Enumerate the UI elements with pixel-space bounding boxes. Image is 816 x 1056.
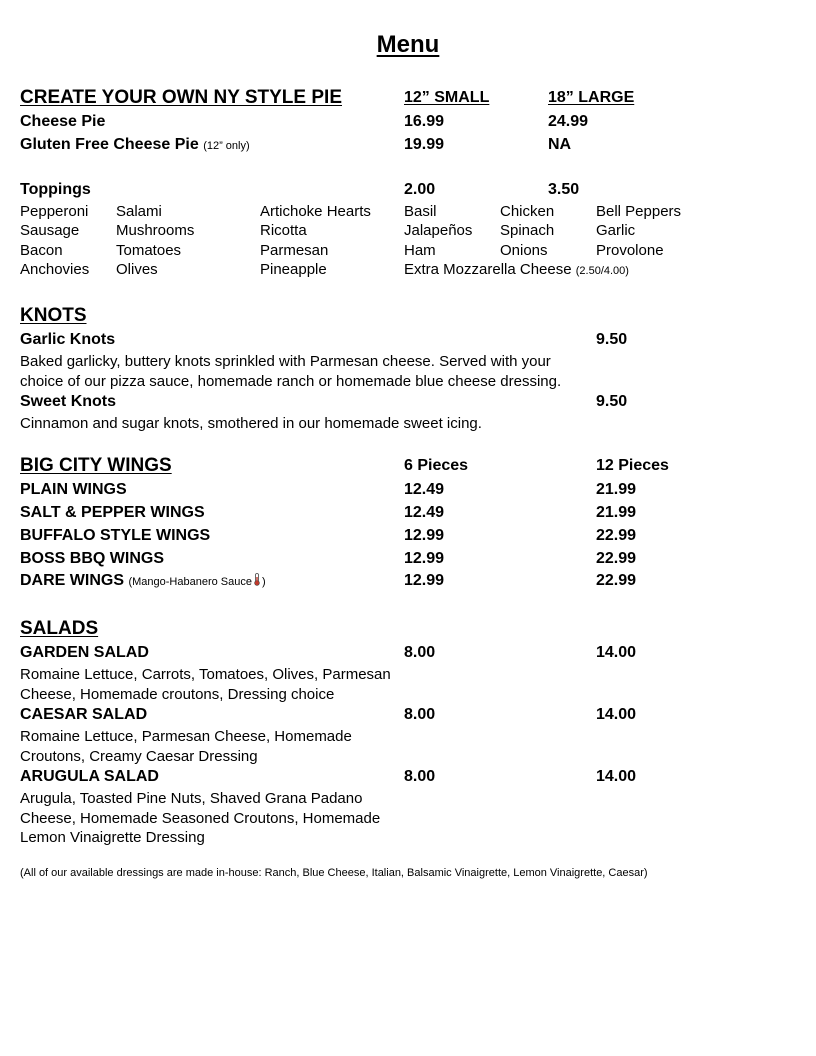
item-price-small: 8.00 bbox=[404, 644, 436, 661]
item-price-small: 8.00 bbox=[404, 706, 436, 723]
col-header-6-pieces: 6 Pieces bbox=[404, 457, 469, 474]
item-name: Garlic Knots bbox=[20, 331, 116, 348]
item-name: ARUGULA SALAD bbox=[20, 768, 159, 785]
topping: Tomatoes bbox=[116, 242, 182, 259]
extra-cheese-price-note: (2.50/4.00) bbox=[575, 265, 629, 277]
item-description bbox=[20, 727, 352, 766]
topping: Artichoke Hearts bbox=[260, 203, 371, 220]
item-price: 9.50 bbox=[596, 331, 628, 348]
item-price: 9.50 bbox=[596, 393, 628, 410]
menu-item-wings bbox=[20, 527, 800, 549]
topping: Chicken bbox=[500, 203, 555, 220]
toppings-price-small: 2.00 bbox=[404, 181, 436, 198]
item-price-large: 14.00 bbox=[596, 706, 637, 723]
dressings-footnote: (All of our available dressings are made in-house: Ranch, Blue Cheese, Italian, Balsamic Vinaigrette, Lemon Vinaigrette, Caesar) bbox=[20, 867, 648, 879]
description-line: Romaine Lettuce, Carrots, Tomatoes, Olives, Parmesan bbox=[20, 666, 391, 683]
item-price-large: NA bbox=[548, 136, 572, 153]
col-header-small: 12” SMALL bbox=[404, 89, 490, 106]
item-price-12: 21.99 bbox=[596, 504, 637, 521]
description-line: Croutons, Creamy Caesar Dressing bbox=[20, 747, 258, 765]
item-name: Sweet Knots bbox=[20, 393, 117, 410]
menu-item-arugula-salad bbox=[20, 768, 800, 790]
wings-header-row bbox=[20, 455, 800, 477]
toppings-price-large: 3.50 bbox=[548, 181, 580, 198]
item-price-6: 12.99 bbox=[404, 550, 445, 567]
topping: Extra Mozzarella Cheese bbox=[404, 261, 572, 278]
sauce-note-end: ) bbox=[261, 576, 266, 588]
topping: Anchovies bbox=[20, 261, 90, 278]
topping: Pepperoni bbox=[20, 203, 89, 220]
item-name: BOSS BBQ WINGS bbox=[20, 550, 165, 567]
item-description bbox=[20, 665, 391, 704]
description-line: Cheese, Homemade Seasoned Croutons, Homemade bbox=[20, 809, 381, 827]
item-name: GARDEN SALAD bbox=[20, 644, 149, 661]
topping: Ham bbox=[404, 242, 436, 259]
topping: Olives bbox=[116, 261, 158, 278]
description-line: Baked garlicky, buttery knots sprinkled with Parmesan cheese. Served with your bbox=[20, 353, 551, 370]
item-name-text: Gluten Free Cheese Pie bbox=[20, 136, 199, 153]
item-price-small: 16.99 bbox=[404, 113, 445, 130]
topping: Bell Peppers bbox=[596, 203, 682, 220]
section-header-salads: SALADS bbox=[20, 618, 99, 639]
item-note bbox=[128, 576, 265, 588]
menu-item-gluten-free-pie bbox=[20, 136, 800, 158]
description-line: Lemon Vinaigrette Dressing bbox=[20, 829, 205, 846]
topping-extra-cheese bbox=[404, 261, 629, 278]
description-line: Romaine Lettuce, Parmesan Cheese, Homemade bbox=[20, 728, 352, 745]
sauce-note: (Mango-Habanero Sauce bbox=[128, 576, 252, 588]
toppings-row bbox=[20, 222, 800, 244]
item-name: Cheese Pie bbox=[20, 113, 106, 130]
topping: Mushrooms bbox=[116, 222, 195, 239]
thermometer-icon bbox=[252, 573, 262, 586]
item-price-6: 12.99 bbox=[404, 527, 445, 544]
menu-item-caesar-salad bbox=[20, 706, 800, 728]
description-line: choice of our pizza sauce, homemade ranch or homemade blue cheese dressing. bbox=[20, 372, 562, 390]
topping: Salami bbox=[116, 203, 162, 220]
topping: Basil bbox=[404, 203, 437, 220]
menu-item-sweet-knots bbox=[20, 393, 800, 415]
item-price-12: 22.99 bbox=[596, 550, 637, 567]
col-header-12-pieces: 12 Pieces bbox=[596, 457, 669, 474]
menu-item-garden-salad bbox=[20, 644, 800, 666]
item-price-12: 22.99 bbox=[596, 572, 637, 589]
topping: Bacon bbox=[20, 242, 63, 259]
item-price-6: 12.49 bbox=[404, 504, 445, 521]
toppings-label: Toppings bbox=[20, 181, 91, 198]
item-description bbox=[20, 789, 380, 848]
menu-item-wings bbox=[20, 550, 800, 572]
description-line: Cheese, Homemade croutons, Dressing choice bbox=[20, 685, 335, 703]
item-price-6: 12.99 bbox=[404, 572, 445, 589]
section-header-pie: CREATE YOUR OWN NY STYLE PIE bbox=[20, 87, 342, 108]
topping: Jalapeños bbox=[404, 222, 473, 239]
knots-header-row bbox=[20, 305, 800, 327]
section-header-wings: BIG CITY WINGS bbox=[20, 455, 172, 476]
topping: Parmesan bbox=[260, 242, 329, 259]
menu-item-dare-wings bbox=[20, 572, 800, 594]
topping: Pineapple bbox=[260, 261, 327, 278]
topping: Provolone bbox=[596, 242, 664, 259]
toppings-header-row bbox=[20, 181, 800, 203]
topping: Onions bbox=[500, 242, 548, 259]
item-description bbox=[20, 414, 482, 434]
item-price-small: 8.00 bbox=[404, 768, 436, 785]
item-name bbox=[20, 136, 250, 154]
item-price-small: 19.99 bbox=[404, 136, 445, 153]
topping: Spinach bbox=[500, 222, 555, 239]
menu-item-garlic-knots bbox=[20, 331, 800, 353]
item-description bbox=[20, 352, 561, 391]
item-price-6: 12.49 bbox=[404, 481, 445, 498]
item-price-large: 24.99 bbox=[548, 113, 589, 130]
item-price-12: 21.99 bbox=[596, 481, 637, 498]
item-price-12: 22.99 bbox=[596, 527, 637, 544]
topping: Ricotta bbox=[260, 222, 307, 239]
item-name: PLAIN WINGS bbox=[20, 481, 127, 498]
menu-item-cheese-pie bbox=[20, 113, 800, 135]
col-header-large: 18” LARGE bbox=[548, 89, 635, 106]
topping: Garlic bbox=[596, 222, 636, 239]
topping: Sausage bbox=[20, 222, 80, 239]
item-name: CAESAR SALAD bbox=[20, 706, 148, 723]
toppings-row bbox=[20, 261, 800, 283]
description-line: Cinnamon and sugar knots, smothered in our homemade sweet icing. bbox=[20, 415, 482, 432]
pie-header-row bbox=[20, 87, 800, 109]
page-title: Menu bbox=[376, 31, 440, 58]
item-note: (12” only) bbox=[203, 140, 250, 152]
item-name: SALT & PEPPER WINGS bbox=[20, 504, 205, 521]
menu-item-wings bbox=[20, 504, 800, 526]
item-name: BUFFALO STYLE WINGS bbox=[20, 527, 211, 544]
description-line: Arugula, Toasted Pine Nuts, Shaved Grana Padano bbox=[20, 790, 363, 807]
item-price-large: 14.00 bbox=[596, 768, 637, 785]
item-name-text: DARE WINGS bbox=[20, 572, 124, 589]
salads-header-row bbox=[20, 618, 800, 640]
item-price-large: 14.00 bbox=[596, 644, 637, 661]
item-name bbox=[20, 572, 266, 590]
menu-item-wings bbox=[20, 481, 800, 503]
section-header-knots: KNOTS bbox=[20, 305, 87, 326]
